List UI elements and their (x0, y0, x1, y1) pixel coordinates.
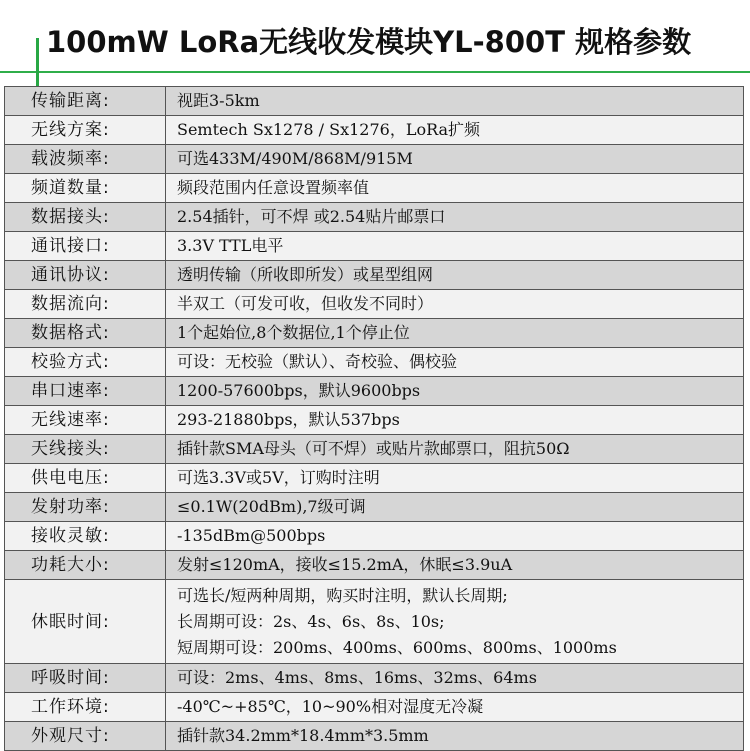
spec-row (5, 261, 744, 290)
spec-value: 1200-57600bps，默认9600bps (166, 377, 744, 406)
spec-row (5, 290, 744, 319)
spec-label: 频道数量: (5, 174, 166, 203)
spec-value: 插针款34.2mm*18.4mm*3.5mm (166, 722, 744, 751)
spec-label: 校验方式: (5, 348, 166, 377)
spec-label: 发射功率: (5, 493, 166, 522)
spec-label: 供电电压: (5, 464, 166, 493)
spec-label: 呼吸时间: (5, 664, 166, 693)
spec-row (5, 232, 744, 261)
spec-row (5, 348, 744, 377)
spec-value: 293-21880bps，默认537bps (166, 406, 744, 435)
spec-value: 2.54插针，可不焊 或2.54贴片邮票口 (166, 203, 744, 232)
title-area (0, 0, 750, 84)
spec-value: 半双工（可发可收，但收发不同时） (166, 290, 744, 319)
spec-row (5, 406, 744, 435)
spec-row (5, 145, 744, 174)
page-title: 100mW LoRa无线收发模块YL-800T 规格参数 (46, 25, 692, 59)
spec-label: 串口速率: (5, 377, 166, 406)
spec-value: -135dBm@500bps (166, 522, 744, 551)
spec-row (5, 693, 744, 722)
spec-label: 休眠时间: (5, 580, 166, 664)
spec-value: 可设：2ms、4ms、8ms、16ms、32ms、64ms (166, 664, 744, 693)
spec-label: 传输距离: (5, 87, 166, 116)
spec-value: ≤0.1W(20dBm),7级可调 (166, 493, 744, 522)
spec-value: 可选3.3V或5V，订购时注明 (166, 464, 744, 493)
spec-value: 透明传输（所收即所发）或星型组网 (166, 261, 744, 290)
title-divider-line (0, 71, 750, 73)
spec-label: 天线接头: (5, 435, 166, 464)
spec-label: 接收灵敏: (5, 522, 166, 551)
spec-row (5, 435, 744, 464)
spec-value: 视距3-5km (166, 87, 744, 116)
spec-row (5, 493, 744, 522)
spec-label: 通讯协议: (5, 261, 166, 290)
spec-row-sleep-time (5, 580, 744, 664)
spec-value: -40℃~+85℃，10~90%相对湿度无冷凝 (166, 693, 744, 722)
title-accent-bar (36, 38, 39, 88)
spec-value: 3.3V TTL电平 (166, 232, 744, 261)
spec-row (5, 664, 744, 693)
spec-label: 载波频率: (5, 145, 166, 174)
spec-value-line: 长周期可设：2s、4s、6s、8s、10s; (177, 611, 445, 631)
spec-label: 数据格式: (5, 319, 166, 348)
spec-label: 数据接头: (5, 203, 166, 232)
spec-label: 工作环境: (5, 693, 166, 722)
spec-row (5, 87, 744, 116)
spec-label: 外观尺寸: (5, 722, 166, 751)
spec-label: 无线方案: (5, 116, 166, 145)
spec-label: 功耗大小: (5, 551, 166, 580)
spec-row (5, 116, 744, 145)
spec-label: 通讯接口: (5, 232, 166, 261)
spec-value: 插针款SMA母头（可不焊）或贴片款邮票口，阻抗50Ω (166, 435, 744, 464)
spec-row (5, 174, 744, 203)
spec-value: Semtech Sx1278 / Sx1276，LoRa扩频 (166, 116, 744, 145)
spec-value: 频段范围内任意设置频率值 (166, 174, 744, 203)
spec-value-line: 可选长/短两种周期，购买时注明，默认长周期; (177, 585, 508, 605)
spec-value: 可设：无校验（默认）、奇校验、偶校验 (166, 348, 744, 377)
spec-row (5, 522, 744, 551)
spec-row (5, 551, 744, 580)
spec-label: 无线速率: (5, 406, 166, 435)
spec-value-line: 短周期可设：200ms、400ms、600ms、800ms、1000ms (177, 637, 617, 657)
spec-value-multiline (166, 580, 744, 664)
spec-row (5, 319, 744, 348)
spec-label: 数据流向: (5, 290, 166, 319)
spec-table (4, 86, 744, 751)
spec-row (5, 722, 744, 751)
spec-value: 可选433M/490M/868M/915M (166, 145, 744, 174)
spec-value: 1个起始位,8个数据位,1个停止位 (166, 319, 744, 348)
spec-value: 发射≤120mA，接收≤15.2mA，休眠≤3.9uA (166, 551, 744, 580)
spec-row (5, 203, 744, 232)
spec-row (5, 377, 744, 406)
spec-row (5, 464, 744, 493)
